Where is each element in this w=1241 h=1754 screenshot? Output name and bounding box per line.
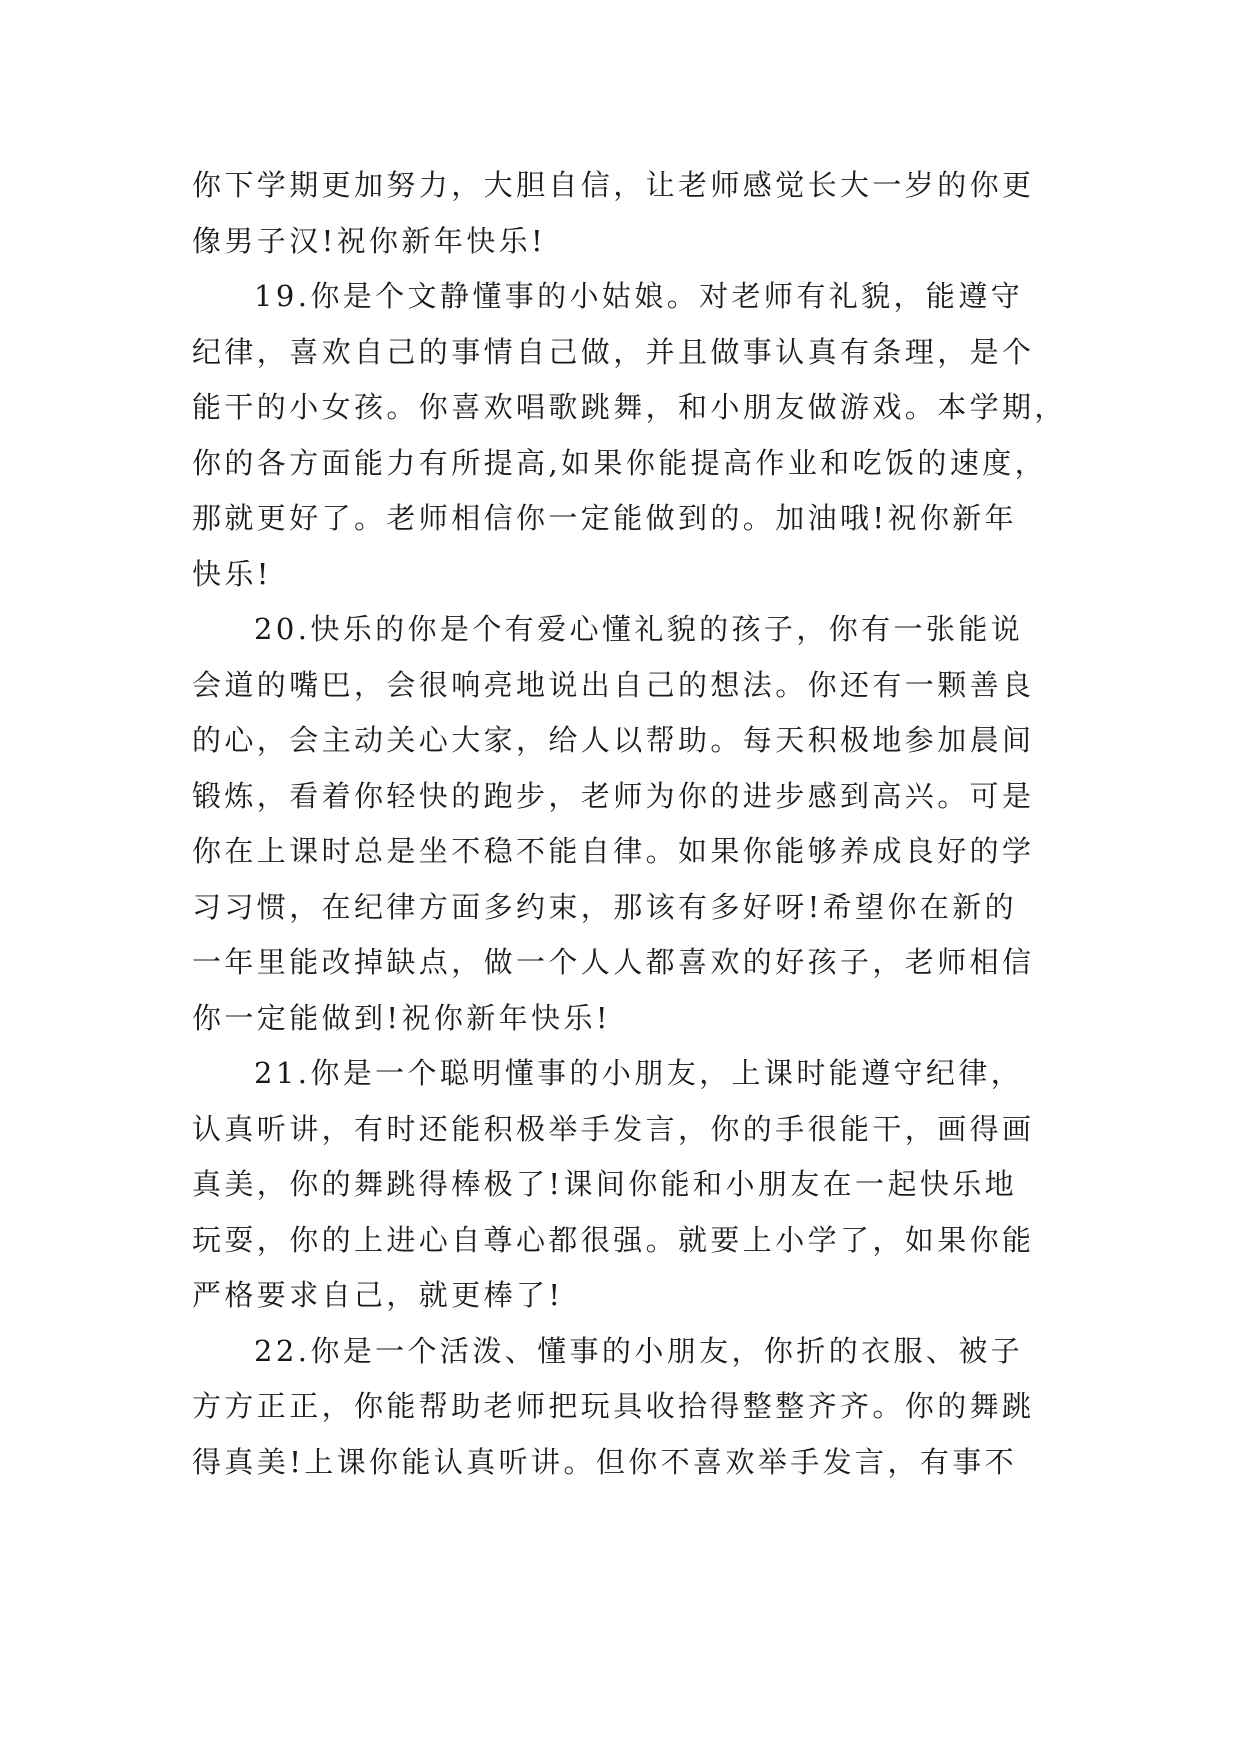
text-line: 你的各方面能力有所提高,如果你能提高作业和吃饭的速度， (192, 445, 1048, 480)
text-line: 习习惯，在纪律方面多约束，那该有多好呀!希望你在新的 (192, 889, 1018, 924)
text-line: 严格要求自己，就更棒了! (192, 1278, 564, 1312)
text-line: 你下学期更加努力，大胆自信，让老师感觉长大一岁的你更 (192, 168, 1035, 202)
text-line: 方方正正，你能帮助老师把玩具收拾得整整齐齐。你的舞跳 (192, 1389, 1035, 1423)
text-line: 纪律，喜欢自己的事情自己做，并且做事认真有条理，是个 (192, 334, 1035, 369)
text-line: 的心，会主动关心大家，给人以帮助。每天积极地参加晨间 (192, 723, 1035, 757)
text-line: 得真美!上课你能认真听讲。但你不喜欢举手发言，有事不 (192, 1444, 1018, 1479)
paragraph-22-start: 22.你是一个活泼、懂事的小朋友，你折的衣服、被子 (254, 1333, 1024, 1368)
paragraph-19-start: 19.你是个文静懂事的小姑娘。对老师有礼貌，能遵守 (254, 279, 1024, 313)
text-line: 一年里能改掉缺点，做一个人人都喜欢的好孩子，老师相信 (192, 945, 1035, 979)
text-line: 能干的小女孩。你喜欢唱歌跳舞，和小朋友做游戏。本学期， (192, 390, 1067, 424)
text-line: 像男子汉!祝你新年快乐! (192, 223, 547, 258)
paragraph-20-start: 20.快乐的你是个有爱心懂礼貌的孩子，你有一张能说 (254, 612, 1024, 646)
text-line: 你在上课时总是坐不稳不能自律。如果你能够养成良好的学 (192, 834, 1035, 868)
text-line: 玩耍，你的上进心自尊心都很强。就要上小学了，如果你能 (192, 1222, 1035, 1257)
text-line: 会道的嘴巴，会很响亮地说出自己的想法。你还有一颗善良 (192, 667, 1035, 702)
text-line: 那就更好了。老师相信你一定能做到的。加油哦!祝你新年 (192, 501, 1018, 535)
text-line: 快乐! (192, 556, 272, 591)
document-body (192, 158, 1067, 1490)
text-line: 认真听讲，有时还能积极举手发言，你的手很能干，画得画 (192, 1111, 1035, 1146)
paragraph-21-start: 21.你是一个聪明懂事的小朋友，上课时能遵守纪律， (254, 1056, 1024, 1090)
text-line: 真美，你的舞跳得棒极了!课间你能和小朋友在一起快乐地 (192, 1167, 1018, 1201)
text-line: 锻炼，看着你轻快的跑步，老师为你的进步感到高兴。可是 (192, 778, 1035, 813)
text-line: 你一定能做到!祝你新年快乐! (192, 1000, 611, 1035)
